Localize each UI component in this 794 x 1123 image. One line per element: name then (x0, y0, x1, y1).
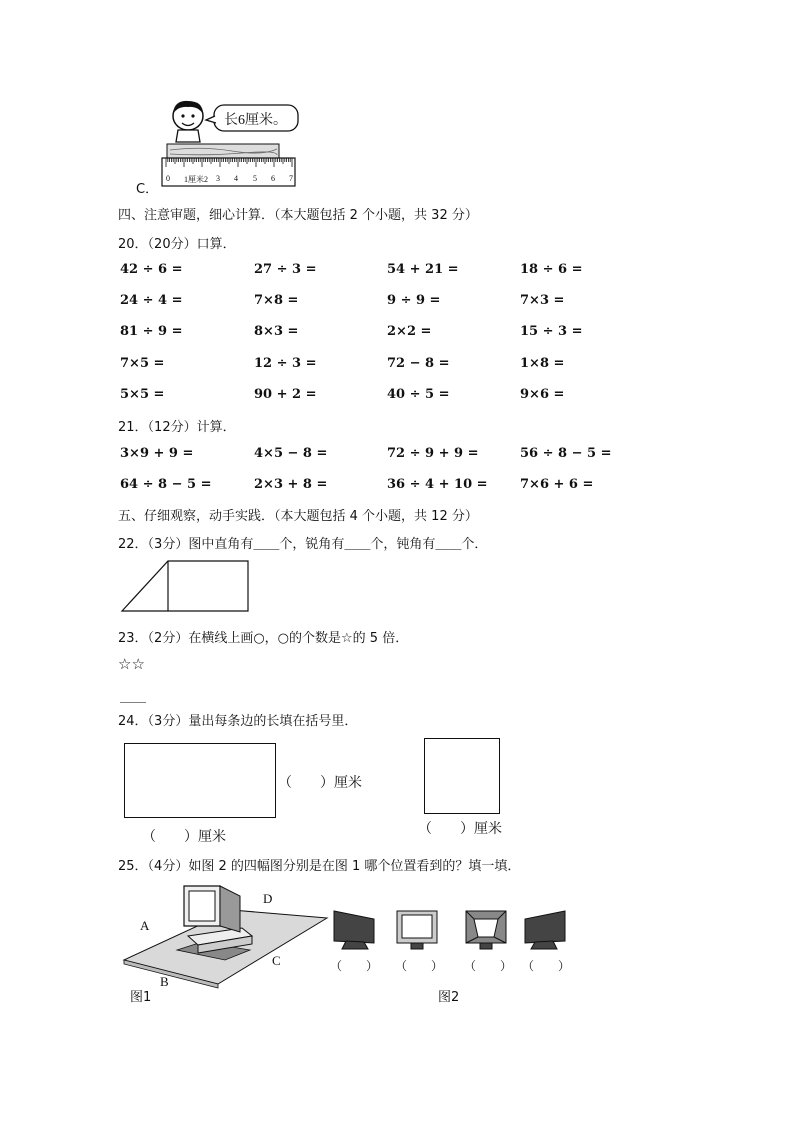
view-answer-blank[interactable]: （ ） (395, 959, 444, 973)
view-answer-blank[interactable]: （ ） (522, 959, 571, 973)
q23-text: 23．（2分）在横线上画○，○的个数是☆的 5 倍． (118, 631, 409, 646)
ruler (162, 158, 295, 186)
ruler-tick-label: 1厘米2 (184, 175, 208, 184)
square-label[interactable]: （ ）厘米 (418, 821, 502, 837)
q21-problem[interactable]: 64 ÷ 8 − 5 = (120, 477, 212, 492)
q21-problem[interactable]: 72 ÷ 9 + 9 = (387, 446, 479, 461)
q25-text: 25．（4分）如图 2 的四幅图分别是在图 1 哪个位置看到的？填一填． (118, 859, 521, 874)
ruler-tick-label: 0 (166, 174, 170, 183)
q20-problem[interactable]: 9 ÷ 9 = (387, 293, 441, 309)
section-4-heading: 四、注意审题，细心计算．（本大题包括 2 个小题，共 32 分） (118, 208, 478, 223)
q20-problem[interactable]: 7×8 = (254, 293, 299, 309)
ruler-tick-label: 5 (253, 174, 257, 183)
position-c: C (272, 953, 281, 968)
q20-problem[interactable]: 12 ÷ 3 = (254, 355, 317, 371)
q20-problem[interactable]: 7×5 = (120, 355, 165, 371)
q20-problem[interactable]: 81 ÷ 9 = (120, 324, 183, 340)
q21-problem[interactable]: 36 ÷ 4 + 10 = (387, 477, 488, 492)
q23-stars: ☆☆ (118, 655, 145, 673)
option-c-label: C． (136, 182, 159, 197)
q21-title: 21．（12分）计算． (118, 420, 236, 435)
ruler-tick-label: 7 (289, 174, 293, 183)
q20-problem[interactable]: 15 ÷ 3 = (520, 324, 583, 340)
square-figure (424, 738, 500, 814)
rect-bottom-label[interactable]: （ ）厘米 (142, 829, 226, 845)
position-a: A (140, 918, 150, 933)
rectangle-figure (124, 743, 276, 818)
q20-problem[interactable]: 40 ÷ 5 = (387, 386, 450, 402)
q20-problem[interactable]: 54 + 21 = (387, 262, 459, 277)
q21-problem[interactable]: 7×6 + 6 = (520, 477, 594, 492)
speech-text: 长6厘米。 (224, 113, 287, 128)
q21-problem[interactable]: 4×5 − 8 = (254, 446, 328, 461)
wood-bar (167, 144, 279, 158)
boy-figure (173, 101, 203, 142)
view-1-monitor-side (332, 909, 376, 951)
ruler-tick-label: 4 (234, 174, 238, 183)
view-2-monitor-front (395, 909, 439, 951)
view-answer-blank[interactable]: （ ） (464, 959, 513, 973)
q20-problem[interactable]: 1×8 = (520, 355, 565, 371)
q20-problem[interactable]: 24 ÷ 4 = (120, 293, 183, 309)
ruler-tick-label: 6 (271, 174, 275, 183)
figure1-computer-on-table (122, 884, 332, 994)
ruler-tick-label: 3 (216, 174, 220, 183)
q20-problem[interactable]: 90 + 2 = (254, 386, 317, 402)
q20-problem[interactable]: 42 ÷ 6 = (120, 262, 183, 277)
q20-problem[interactable]: 27 ÷ 3 = (254, 262, 317, 277)
q20-problem[interactable]: 2×2 = (387, 324, 432, 340)
q21-problem[interactable]: 2×3 + 8 = (254, 477, 328, 492)
view-answer-blank[interactable]: （ ） (330, 959, 379, 973)
figure1-label: 图1 (130, 990, 152, 1005)
position-d: D (263, 891, 273, 906)
q20-problem[interactable]: 72 − 8 = (387, 355, 450, 371)
view-3-monitor-back (464, 909, 508, 951)
rect-right-label[interactable]: （ ）厘米 (278, 775, 362, 791)
trapezoid-figure (121, 559, 251, 613)
q21-problem[interactable]: 3×9 + 9 = (120, 446, 194, 461)
figure2-label: 图2 (438, 990, 460, 1005)
q20-title: 20．（20分）口算． (118, 237, 236, 252)
q20-problem[interactable]: 5×5 = (120, 386, 165, 402)
section-5-heading: 五、仔细观察，动手实践．（本大题包括 4 个小题，共 12 分） (118, 509, 478, 524)
q24-text: 24．（3分）量出每条边的长填在括号里． (118, 714, 358, 729)
q20-problem[interactable]: 7×3 = (520, 293, 565, 309)
q21-problem[interactable]: 56 ÷ 8 − 5 = (520, 446, 612, 461)
q23-answer-blank[interactable]: ＿＿ (120, 690, 147, 705)
q22-text: 22．（3分）图中直角有＿＿个，锐角有＿＿个，钝角有＿＿个． (118, 537, 488, 552)
view-4-monitor-other-side (523, 909, 567, 951)
position-b: B (160, 974, 169, 989)
q20-problem[interactable]: 8×3 = (254, 324, 299, 340)
q20-problem[interactable]: 9×6 = (520, 386, 565, 402)
q20-problem[interactable]: 18 ÷ 6 = (520, 262, 583, 277)
